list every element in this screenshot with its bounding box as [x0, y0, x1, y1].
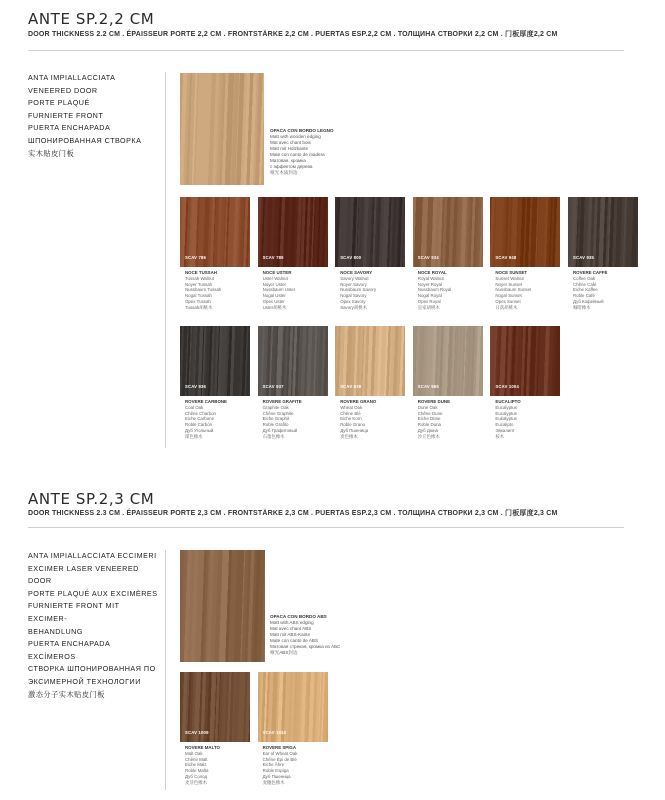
wood-swatch: [335, 326, 405, 396]
caption-line: Savory胡桃木: [340, 304, 368, 310]
caption-line: Noyer Uster: [262, 281, 287, 287]
swatch-caption: [185, 745, 261, 786]
caption-line: Chêne Blé: [340, 410, 361, 416]
caption-line: NOCE ROYAL: [417, 270, 447, 275]
caption-line: Uster Walnut: [262, 275, 288, 281]
swatch-caption: [495, 399, 571, 440]
caption-line: 煤色橡木: [185, 433, 203, 439]
caption-line: Орех Savory: [340, 298, 366, 304]
caption-line: Nogal Royal: [417, 293, 442, 299]
caption-line: ROVERE CARBONE: [185, 399, 227, 404]
caption-line: Орех Royal: [417, 298, 441, 304]
caption-line: Eiche Carbone: [185, 416, 215, 422]
feature-caption: [270, 614, 340, 656]
door-type-name: PORTE PLAQUÉ AUX EXCIMÈRES: [28, 588, 158, 598]
swatch-caption: [263, 399, 339, 440]
door-type-name: VENEERED DOOR: [28, 85, 98, 95]
caption-line: OPACA CON BORDO ABS: [270, 614, 327, 619]
door-type-name: FURNIERTE FRONT: [28, 110, 104, 120]
caption-line: Ear of Wheat Oak: [262, 750, 298, 756]
swatch-code: SCAV 1004: [495, 384, 519, 389]
caption-line: Matt with wooden edging: [270, 134, 321, 139]
caption-line: Tussah Walnut: [185, 275, 214, 281]
caption-line: 石墨色橡木: [262, 433, 285, 439]
door-type-name: 实木贴皮门板: [28, 148, 75, 158]
caption-line: Noyer Tussah: [185, 281, 213, 287]
door-type-name: 激态分子实木贴皮门板: [28, 689, 105, 699]
caption-line: Орех Uster: [262, 298, 285, 304]
caption-line: Savory Walnut: [340, 275, 369, 281]
caption-line: Noyer Savory: [340, 281, 367, 287]
caption-line: Roble Grafito: [262, 422, 289, 428]
section-title: ANTE SP.2,2 CM: [28, 10, 155, 28]
caption-line: Дуб Кофейный: [573, 298, 604, 304]
caption-line: 咖啡橡木: [573, 304, 591, 310]
caption-line: ROVERE CAFFÈ: [573, 270, 608, 275]
column-divider: [165, 72, 166, 448]
door-type-name: PUERTA ENCHAPADA: [28, 123, 111, 133]
caption-line: Mat avec chant ABS: [270, 626, 312, 631]
swatch-caption: [185, 399, 261, 440]
caption-line: Орех Sunset: [495, 298, 521, 304]
caption-line: Noyer Royal: [417, 281, 442, 287]
caption-line: Орех Tussah: [185, 298, 211, 304]
swatch-caption: [418, 270, 494, 311]
caption-line: Матовая, кромка: [270, 158, 306, 163]
caption-line: Chêne Dune: [417, 410, 443, 416]
caption-line: 麦芽色橡木: [185, 779, 207, 785]
caption-line: NOCE SAVORY: [340, 270, 373, 275]
caption-line: Eiche Korn: [340, 416, 362, 422]
caption-line: Mate con canto de ABS: [270, 638, 319, 643]
swatch-caption: [340, 399, 416, 440]
door-type-name: PUERTA ENCHAPADA EXCÍMEROS: [28, 639, 110, 661]
swatch-caption: [263, 745, 339, 786]
caption-line: 麦穗色橡木: [262, 779, 285, 785]
door-type-name: BEHANDLUNG: [28, 626, 83, 636]
door-type-name: ЭКСИМЕРНОЙ ТЕХНОЛОГИИ: [28, 676, 141, 686]
door-type-name: ШПОНИРОВАННАЯ СТВОРКА: [28, 135, 142, 145]
door-type-name: ANTA IMPIALLACCIATA ECCIMERI: [28, 551, 157, 560]
caption-line: Graphite Oak: [262, 404, 289, 410]
header-divider: [28, 50, 624, 51]
caption-line: 日落胡桃木: [495, 304, 518, 310]
caption-line: Дуб Пшеница: [262, 773, 291, 779]
caption-line: 桉木: [495, 433, 505, 439]
section-subtitle: DOOR THICKNESS 2.3 CM . ÉPAISSEUR PORTE 2,3 CM . FRONTSTÄRKE 2,3 CM . PUERTAS ESP.2,3 CM . ТОЛЩИНА СТВОРКИ 2,3 СМ . 门板厚度2,3 CM: [28, 510, 558, 517]
wood-swatch: [490, 326, 560, 396]
caption-line: 哑光ABS封边: [270, 650, 298, 655]
section-subtitle: DOOR THICKNESS 2.2 CM . ÉPAISSEUR PORTE 2,2 CM . FRONTSTÄRKE 2,2 CM . PUERTAS ESP.2,2 CM . ТОЛЩИНА СТВОРКИ 2,2 СМ . 门板厚度2,2 CM: [28, 31, 558, 38]
caption-line: Дуб Солод: [185, 773, 208, 779]
caption-line: Дуб Графитовый: [262, 427, 298, 433]
header-divider: [28, 527, 624, 528]
swatch-caption: [495, 270, 571, 311]
caption-line: Nussbaum Sunset: [495, 287, 532, 293]
caption-line: Eiche Ähre: [262, 762, 285, 768]
swatch-caption: [573, 270, 649, 311]
caption-line: Matt mit Holzkante: [270, 146, 309, 151]
swatch-caption: [263, 270, 339, 311]
caption-line: Malt Oak: [185, 750, 203, 756]
swatch-code: SCAV 934: [417, 255, 439, 260]
caption-line: Chêne Graphite: [262, 410, 294, 416]
caption-line: 沙丘色橡木: [417, 433, 440, 439]
caption-line: Matt mit ABS-Kante: [270, 632, 311, 637]
caption-line: Wheat Oak: [340, 404, 363, 410]
caption-line: NOCE SUNSET: [495, 270, 528, 275]
wood-swatch: [258, 197, 328, 267]
swatch-caption: [340, 270, 416, 311]
caption-line: Эвкалипт: [495, 427, 515, 433]
feature-sample-wood-edging: [180, 73, 264, 185]
swatch-code: SCAV 1009: [185, 730, 209, 735]
caption-line: Nogal Tussah: [185, 293, 212, 299]
door-type-names: [28, 550, 160, 701]
caption-line: Roble Malta: [185, 768, 209, 774]
swatch-code: SCAV 937: [262, 384, 284, 389]
caption-line: Chêne Café: [573, 281, 597, 287]
column-divider: [165, 550, 166, 790]
caption-line: Roble Grano: [340, 422, 366, 428]
caption-line: Coffee Oak: [573, 275, 596, 281]
door-type-name: PORTE PLAQUÉ: [28, 98, 90, 108]
caption-line: Coal Oak: [185, 404, 204, 410]
wood-swatch: [180, 326, 250, 396]
caption-line: 麦色橡木: [340, 433, 358, 439]
caption-line: OPACA CON BORDO LEGNO: [270, 128, 334, 133]
caption-line: Nogal Savory: [340, 293, 367, 299]
section-door-2-3cm: [0, 480, 665, 800]
caption-line: Royal Walnut: [417, 275, 444, 281]
swatch-code: SCAV 789: [262, 255, 284, 260]
caption-line: Mat avec chant bois: [270, 140, 311, 145]
caption-line: Eiche Malz: [185, 762, 207, 768]
swatch-code: SCAV 938: [340, 384, 362, 389]
swatch-caption: [185, 270, 261, 311]
caption-line: ROVERE GRAFITE: [262, 399, 302, 404]
caption-line: Roble Carbón: [185, 422, 213, 428]
swatch-code: SCAV 948: [495, 255, 517, 260]
caption-line: 皇家胡桃木: [417, 304, 440, 310]
caption-line: EUCALIPTO: [495, 399, 521, 404]
caption-line: ROVERE MALTO: [185, 745, 220, 750]
caption-line: Nussbaum Tussah: [185, 287, 222, 293]
feature-caption: [270, 128, 334, 176]
caption-line: Eucalyptus: [495, 410, 517, 416]
door-type-name: FURNIERTE FRONT MIT EXCIMER-: [28, 601, 120, 623]
caption-line: Eucalipto: [495, 422, 514, 428]
caption-line: ROVERE DUNE: [417, 399, 450, 404]
caption-line: Dune Oak: [417, 404, 438, 410]
feature-sample-abs-edging: [180, 550, 265, 662]
door-type-name: СТВОРКА ШПОНИРОВАННАЯ ПО: [28, 664, 156, 674]
caption-line: Nussbaum Uster: [262, 287, 296, 293]
caption-line: Roble Duna: [417, 422, 441, 428]
caption-line: Eiche Kaffee: [573, 287, 598, 293]
caption-line: Eiche Graphit: [262, 416, 290, 422]
swatch-code: SCAV 800: [340, 255, 362, 260]
caption-line: Eukalyptus: [495, 416, 517, 422]
caption-line: Roble Espiga: [262, 768, 289, 774]
swatch-code: SCAV 1010: [262, 730, 287, 735]
caption-line: Дуб Пшеница: [340, 427, 369, 433]
caption-line: Дуб Угольный: [185, 427, 214, 433]
caption-line: Sunset Walnut: [495, 275, 524, 281]
caption-line: Eucalyptus: [495, 404, 517, 410]
caption-line: ROVERE SPIGA: [262, 745, 297, 750]
swatch-code: SCAV 786: [185, 255, 207, 260]
caption-line: Матовая стрекая, кромка из АБС: [270, 644, 341, 649]
swatch-code: SCAV 935: [573, 255, 595, 260]
caption-line: Tussah胡桃木: [185, 304, 213, 310]
wood-swatch: [413, 197, 483, 267]
caption-line: Chêne Épi de Blé: [262, 756, 297, 762]
wood-swatch: [490, 197, 560, 267]
caption-line: Mate con canto de madera: [270, 152, 325, 157]
door-type-names: [28, 72, 160, 160]
caption-line: ROVERE GRANO: [340, 399, 377, 404]
door-type-name: EXCIMER LASER VENEERED DOOR: [28, 563, 139, 586]
caption-line: Roble Café: [573, 293, 595, 299]
caption-line: Noyer Sunset: [495, 281, 522, 287]
caption-line: Eiche Düne: [417, 416, 441, 422]
caption-line: Nussbaum Royal: [417, 287, 452, 293]
caption-line: с эффектом дерева: [270, 164, 313, 169]
caption-line: Дуб Дюна: [417, 427, 438, 433]
wood-swatch: [180, 672, 250, 742]
section-title: ANTE SP.2,3 CM: [28, 490, 155, 508]
caption-line: Nussbaum Savory: [340, 287, 377, 293]
caption-line: Chêne Charbon: [185, 410, 217, 416]
swatch-code: SCAV 965: [417, 384, 439, 389]
caption-line: Nogal Sunset: [495, 293, 522, 299]
wood-swatch: [258, 672, 328, 742]
caption-line: Nogal Uster: [262, 293, 286, 299]
swatch-code: SCAV 936: [185, 384, 207, 389]
door-type-name: ANTA IMPIALLACCIATA: [28, 73, 116, 82]
caption-line: Chêne Malt: [185, 756, 208, 762]
swatch-caption: [418, 399, 494, 440]
caption-line: Matt with ABS edging: [270, 620, 314, 625]
wood-swatch: [413, 326, 483, 396]
wood-swatch: [180, 197, 250, 267]
caption-line: 哑光木质封边: [270, 170, 298, 175]
wood-swatch: [568, 197, 638, 267]
caption-line: NOCE USTER: [262, 270, 292, 275]
caption-line: Uster胡桃木: [262, 304, 287, 310]
caption-line: NOCE TUSSAH: [185, 270, 217, 275]
wood-swatch: [258, 326, 328, 396]
wood-swatch: [335, 197, 405, 267]
